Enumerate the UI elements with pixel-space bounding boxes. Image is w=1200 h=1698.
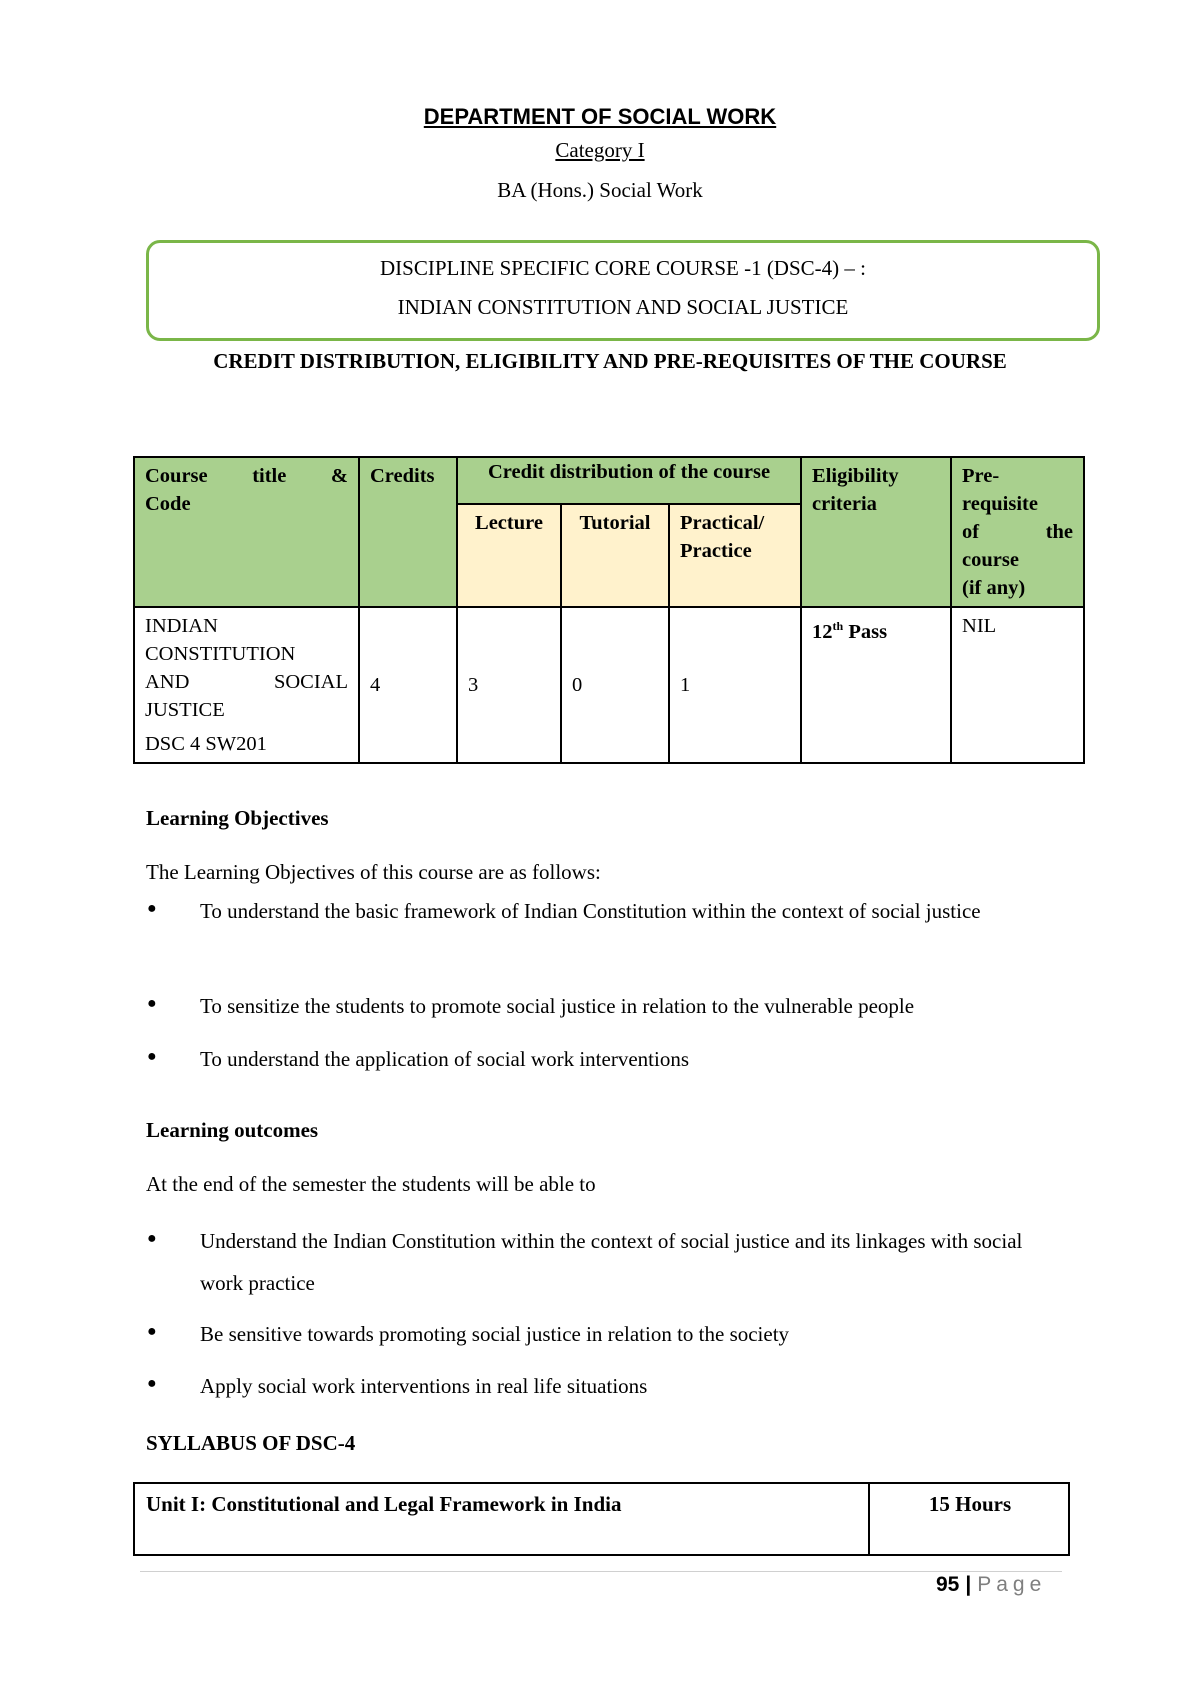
header-eligibility: Eligibility criteria — [801, 457, 951, 607]
learning-outcomes-heading: Learning outcomes — [146, 1118, 319, 1142]
page-separator: | — [965, 1573, 972, 1596]
department-title: DEPARTMENT OF SOCIAL WORK — [423, 104, 777, 129]
header-title-part-1: Course — [145, 465, 208, 487]
header-prereq-line-2: requisite — [962, 493, 1038, 515]
bullet-icon: ● — [147, 1375, 157, 1392]
eligibility-superscript: th — [832, 619, 844, 633]
eligibility-text: Pass — [843, 620, 888, 643]
cell-course-title-code — [134, 607, 359, 763]
program-name: BA (Hons.) Social Work — [497, 178, 703, 202]
course-code: DSC 4 SW201 — [145, 733, 267, 755]
header-course-title-code — [134, 457, 359, 607]
list-item: Be sensitive towards promoting social justice in relation to the society — [200, 1322, 790, 1346]
bullet-icon: ● — [147, 995, 157, 1012]
cell-tutorial: 0 — [561, 607, 669, 763]
header-prereq-line-3b: the — [1045, 521, 1074, 543]
credit-distribution-heading: CREDIT DISTRIBUTION, ELIGIBILITY AND PRE-REQUISITES OF THE COURSE — [213, 349, 1007, 373]
cell-lecture: 3 — [457, 607, 561, 763]
header-prerequisite — [951, 457, 1084, 607]
list-item: Apply social work interventions in real life situations — [200, 1374, 648, 1398]
header-prereq-line-5: (if any) — [962, 577, 1026, 599]
page-label: Page — [977, 1573, 1047, 1596]
header-prereq-line-3a: of — [962, 521, 980, 543]
cell-practical: 1 — [669, 607, 801, 763]
syllabus-heading: SYLLABUS OF DSC-4 — [146, 1431, 356, 1455]
course-title-line-3a: AND — [145, 671, 190, 693]
header-lecture: Lecture — [457, 504, 561, 607]
bullet-icon: ● — [147, 900, 157, 917]
header-prereq-line-4: course — [962, 549, 1019, 571]
header-practical: Practical/ Practice — [669, 504, 801, 607]
page-number: 95 — [936, 1573, 960, 1596]
list-item: To understand the basic framework of Indian Constitution within the context of social justice — [200, 899, 981, 923]
header-title-part-3: & — [330, 465, 348, 487]
list-item: To sensitize the students to promote social justice in relation to the vulnerable people — [200, 994, 915, 1018]
course-title-line-3b: SOCIAL — [273, 671, 348, 693]
learning-objectives-heading: Learning Objectives — [146, 806, 329, 830]
footer-divider — [140, 1571, 1062, 1572]
unit-hours: 15 Hours — [928, 1492, 1012, 1516]
list-item: To understand the application of social work interventions — [200, 1047, 689, 1071]
learning-outcomes-intro: At the end of the semester the students will be able to — [146, 1172, 596, 1196]
bullet-icon: ● — [147, 1230, 157, 1247]
course-title-line-1: INDIAN — [145, 615, 218, 637]
category-label: Category I — [555, 138, 645, 162]
header-prereq-line-1: Pre- — [962, 465, 1000, 487]
course-name-line: INDIAN CONSTITUTION AND SOCIAL JUSTICE — [397, 295, 849, 319]
credit-distribution-table — [133, 456, 1085, 764]
header-credit-distribution: Credit distribution of the course — [457, 457, 801, 504]
cell-prerequisite: NIL — [951, 607, 1084, 763]
list-item: Understand the Indian Constitution within the context of social justice and its linkages with social work practice — [200, 1229, 1023, 1295]
page-footer — [936, 1573, 1046, 1597]
learning-objectives-intro: The Learning Objectives of this course are as follows: — [146, 860, 601, 884]
cell-eligibility — [801, 607, 951, 763]
header-title-part-2: title — [252, 465, 287, 487]
course-title-line-4: JUSTICE — [145, 699, 225, 721]
header-tutorial: Tutorial — [561, 504, 669, 607]
course-type-line: DISCIPLINE SPECIFIC CORE COURSE -1 (DSC-4) – : — [380, 256, 866, 280]
bullet-icon: ● — [147, 1323, 157, 1340]
table-row — [134, 607, 1084, 763]
header-title-part-4: Code — [145, 493, 191, 515]
header-credits: Credits — [359, 457, 457, 607]
unit-title: Unit I: Constitutional and Legal Framework in India — [146, 1492, 622, 1516]
course-title-line-2: CONSTITUTION — [145, 643, 296, 665]
eligibility-number: 12 — [812, 620, 833, 643]
cell-credits: 4 — [359, 607, 457, 763]
bullet-icon: ● — [147, 1048, 157, 1065]
